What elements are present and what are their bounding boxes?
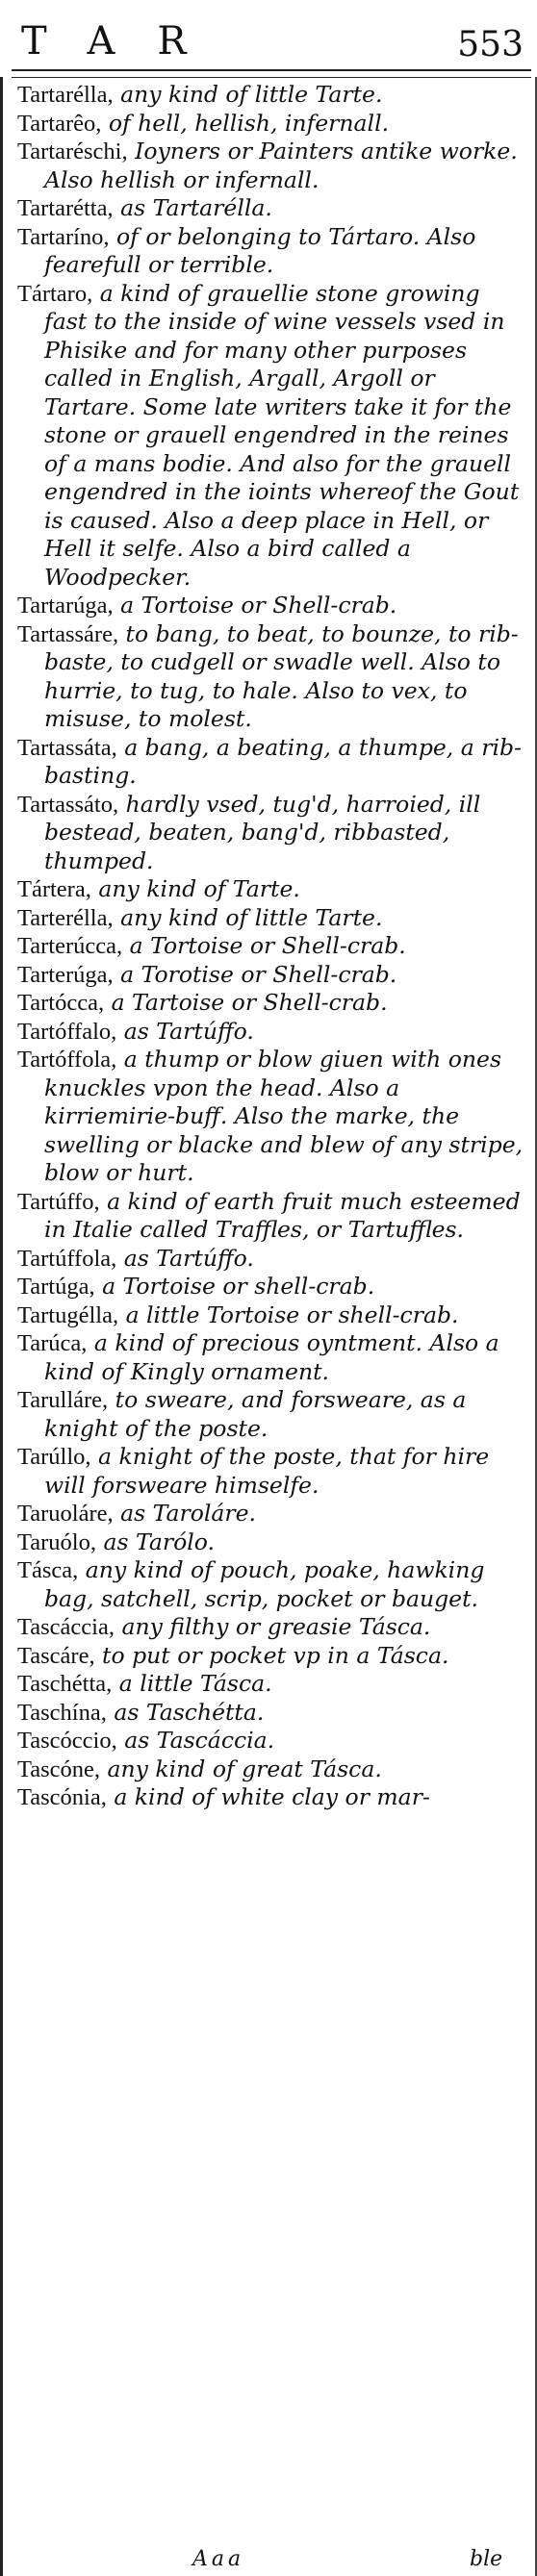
entry-headword: Taruoláre, (17, 1501, 114, 1527)
running-title: TAR (21, 19, 229, 63)
dictionary-entry (10, 961, 529, 990)
entry-definition: hardly vsed, tug'd, harroied, ill bestead, beaten, bang'd, ribbasted, thumped. (44, 790, 481, 874)
dictionary-entry (10, 932, 529, 961)
entry-headword: Tarúllo, (17, 1444, 91, 1470)
entry-definition: a knight of the poste, that for hire will forsweare himselfe. (44, 1443, 490, 1499)
entry-definition: to sweare, and forsweare, as a knight of the poste. (44, 1386, 467, 1442)
entry-headword: Tascóccio, (17, 1728, 117, 1754)
entry-headword: Tartúffola, (17, 1245, 117, 1272)
entry-definition: a Torotise or Shell-crab. (113, 960, 397, 988)
entry-list (10, 81, 529, 1812)
entry-headword: Tartarélla, (17, 82, 114, 108)
entry-headword: Tartassáre, (17, 620, 119, 647)
entry-definition: a little Tortoise or shell-crab. (118, 1301, 459, 1328)
entry-definition: a Tortoise or Shell-crab. (122, 932, 406, 959)
dictionary-entry (10, 1642, 529, 1671)
dictionary-entry (10, 1670, 529, 1699)
dictionary-entry (10, 734, 529, 791)
dictionary-entry (10, 1386, 529, 1443)
entry-definition: as Tartarélla. (113, 194, 272, 221)
entry-definition: Ioyners or Painters antike worke. Also hellish or infernall. (44, 138, 518, 193)
entry-headword: Tartóffola, (17, 1047, 117, 1073)
dictionary-entry (10, 1556, 529, 1613)
entry-headword: Tascáre, (17, 1642, 95, 1669)
entry-definition: as Tartúffo. (116, 1244, 254, 1272)
entry-definition: a kind of precious oyntment. Also a kind of Kingly ornament. (44, 1329, 499, 1385)
dictionary-entry (10, 1528, 529, 1557)
entry-headword: Tártaro, (17, 280, 93, 307)
entry-headword: Tartarúga, (17, 593, 114, 619)
entry-headword: Tascónia, (17, 1784, 107, 1810)
entry-headword: Tascóne, (17, 1755, 101, 1782)
entry-definition: any kind of great Tásca. (100, 1755, 382, 1782)
dictionary-entry (10, 1443, 529, 1500)
entry-headword: Tarúca, (17, 1330, 88, 1356)
dictionary-entry (10, 592, 529, 620)
left-border-rule (0, 77, 3, 2576)
dictionary-entry (10, 280, 529, 593)
entry-headword: Tascáccia, (17, 1614, 115, 1640)
entry-headword: Tarterúcca, (17, 933, 123, 959)
entry-headword: Tartúga, (17, 1274, 95, 1300)
entry-headword: Tartaréschi, (17, 139, 128, 164)
page-footer (0, 2547, 537, 2576)
entry-definition: a kind of white clay or mar- (106, 1783, 430, 1810)
entry-headword: Tarterélla, (17, 904, 114, 931)
signature-mark: Aaa (192, 2547, 245, 2571)
dictionary-entry (10, 1188, 529, 1245)
entry-definition: to bang, to beat, to bounze, to rib-baste, to cudgell or swadle well. Also to hurrie, to tug, to hale. Also to vex, to misuse, to molest. (44, 619, 519, 732)
entry-headword: Tártera, (17, 876, 91, 902)
dictionary-entry (10, 1018, 529, 1047)
page-number: 553 (457, 25, 524, 64)
dictionary-entry (10, 223, 529, 280)
dictionary-entry (10, 620, 529, 734)
dictionary-entry (10, 1245, 529, 1274)
dictionary-entry (10, 791, 529, 876)
entry-definition: a kind of grauellie stone growing fast to the inside of wine vessels vsed in Phisike and for many other purposes called in English, Argall, Argoll or Tartare. Some late writers take it for the stone or grauell engendred in the reines of a mans bodie. And also for the grauell engendred in the ioints whereof the Gout is caused. Also a deep place in Hell, or Hell it selfe. Also a bird called a Woodpecker. (44, 279, 520, 591)
entry-definition: of or belonging to Tártaro. Also fearefull or terrible. (44, 222, 476, 278)
entry-definition: as Taroláre. (113, 1500, 257, 1527)
dictionary-entry (10, 194, 529, 223)
dictionary-entry (10, 1727, 529, 1755)
catchword: ble (470, 2547, 503, 2571)
dictionary-entry (10, 1329, 529, 1386)
entry-headword: Tarterúga, (17, 961, 114, 988)
entry-headword: Tartócca, (17, 990, 105, 1016)
entry-definition: a thump or blow giuen with ones knuckles vpon the head. Also a kirriemirie-buff. Also the marke, the swelling or blacke and blew of any stripe, blow or hurt. (44, 1046, 524, 1186)
entry-headword: Tartassáta, (17, 734, 117, 761)
entry-definition: any kind of little Tarte. (113, 81, 383, 108)
entry-definition: a bang, a beating, a thumpe, a rib-basting. (44, 733, 522, 789)
header-rule-thin (12, 77, 531, 78)
entry-headword: Tartarêo, (17, 110, 102, 137)
dictionary-entry (10, 1699, 529, 1728)
entry-headword: Tarulláre, (17, 1387, 109, 1413)
dictionary-entry (10, 1046, 529, 1188)
entry-definition: a kind of earth fruit much esteemed in Italie called Traffles, or Tartuffles. (44, 1187, 521, 1243)
entry-headword: Taschína, (17, 1699, 107, 1726)
entry-headword: Tartassáto, (17, 791, 119, 818)
entry-definition: a little Tásca. (112, 1670, 272, 1697)
dictionary-entry (10, 989, 529, 1018)
dictionary-entry (10, 1755, 529, 1784)
entry-definition: as Taschétta. (106, 1698, 265, 1726)
entry-headword: Tásca, (17, 1557, 79, 1583)
entry-headword: Tartarétta, (17, 195, 114, 221)
entry-definition: as Tascáccia. (116, 1727, 275, 1754)
entry-definition: a Tortoise or shell-crab. (94, 1273, 375, 1300)
entry-definition: a Tartoise or Shell-crab. (104, 989, 388, 1016)
dictionary-entry (10, 875, 529, 904)
entry-headword: Taruólo, (17, 1528, 96, 1555)
dictionary-entry (10, 110, 529, 139)
entry-definition: as Tarólo. (95, 1528, 215, 1555)
dictionary-entry (10, 1500, 529, 1528)
entry-definition: of hell, hellish, infernall. (101, 109, 390, 137)
entry-headword: Tartugélla, (17, 1301, 119, 1328)
dictionary-entry (10, 904, 529, 933)
entry-definition: any kind of little Tarte. (113, 903, 383, 931)
header-rule (12, 69, 531, 71)
dictionary-entry (10, 1301, 529, 1330)
entry-headword: Taschétta, (17, 1671, 113, 1697)
entry-headword: Tartúffo, (17, 1188, 100, 1215)
entry-definition: a Tortoise or Shell-crab. (113, 592, 397, 619)
entry-headword: Tartaríno, (17, 223, 110, 250)
entry-definition: any kind of Tarte. (90, 875, 300, 902)
dictionary-entry (10, 1273, 529, 1301)
entry-headword: Tartóffalo, (17, 1018, 117, 1045)
entry-definition: any kind of pouch, poake, hawking bag, satchell, scrip, pocket or bauget. (44, 1556, 485, 1612)
entry-definition: to put or pocket vp in a Tásca. (94, 1641, 449, 1669)
dictionary-entry (10, 1613, 529, 1642)
dictionary-entry (10, 138, 529, 194)
entry-definition: any filthy or greasie Tásca. (114, 1613, 431, 1640)
entry-definition: as Tartúffo. (116, 1017, 254, 1045)
page-header (0, 0, 537, 73)
dictionary-entry (10, 1783, 529, 1812)
dictionary-entry (10, 81, 529, 110)
